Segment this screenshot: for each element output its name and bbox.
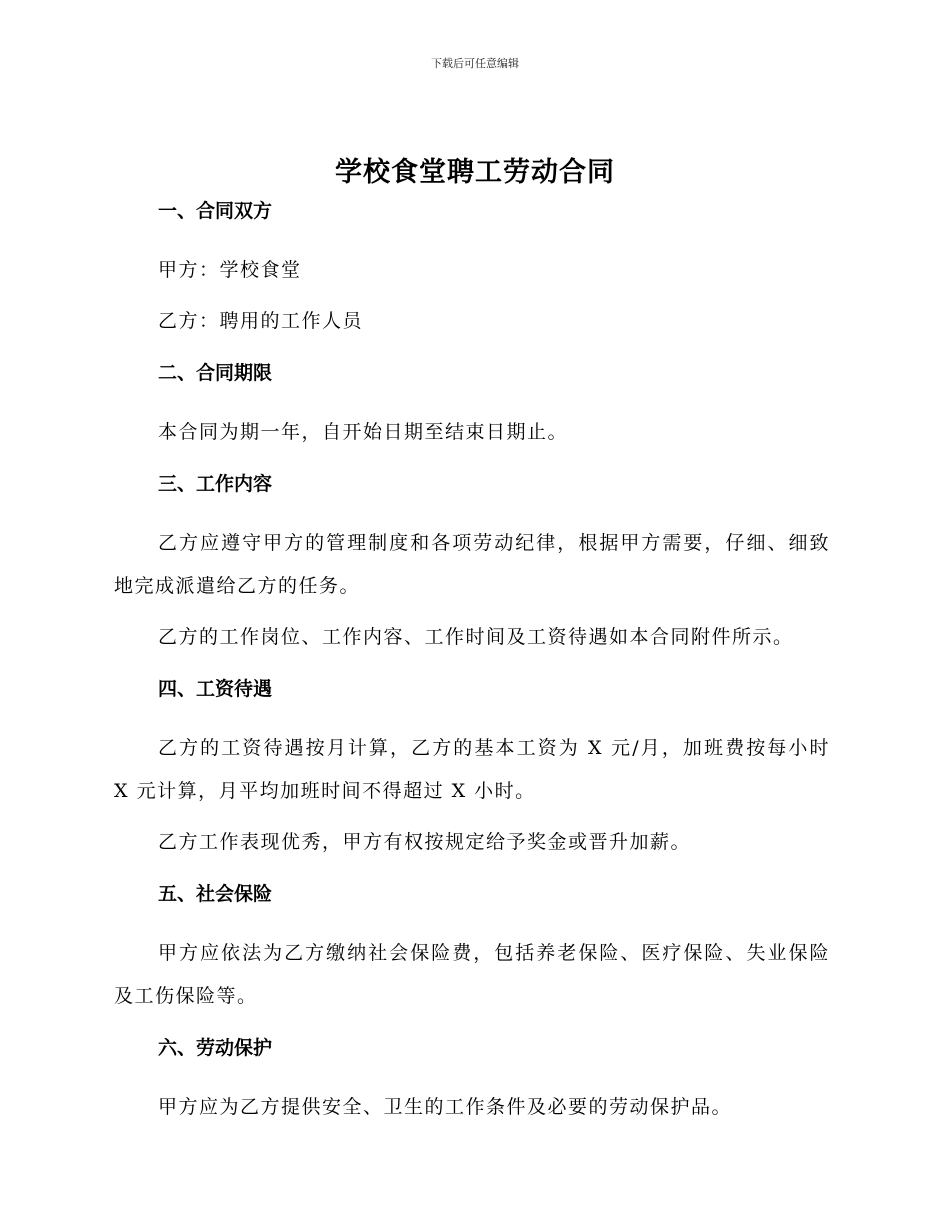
section-heading: 一、合同双方 xyxy=(158,200,273,222)
section-term xyxy=(114,359,830,454)
section-work-content xyxy=(114,470,830,659)
paragraph: 乙方应遵守甲方的管理制度和各项劳动纪律，根据甲方需要，仔细、细致地完成派遣给乙方的任务。 xyxy=(114,532,830,597)
section-salary xyxy=(114,675,830,864)
header-note: 下载后可任意编辑 xyxy=(431,57,519,70)
paragraph: 乙方的工资待遇按月计算，乙方的基本工资为 X 元/月，加班费按每小时 X 元计算，月平均加班时间不得超过 X 小时。 xyxy=(114,737,830,802)
paragraph: 乙方的工作岗位、工作内容、工作时间及工资待遇如本合同附件所示。 xyxy=(158,626,794,648)
document-body xyxy=(114,197,830,1137)
paragraph: 本合同为期一年，自开始日期至结束日期止。 xyxy=(158,421,569,443)
document-title: 学校食堂聘工劳动合同 xyxy=(335,157,615,188)
paragraph: 乙方工作表现优秀，甲方有权按规定给予奖金或晋升加薪。 xyxy=(158,831,692,853)
paragraph: 甲方：学校食堂 xyxy=(158,259,302,281)
paragraph: 乙方：聘用的工作人员 xyxy=(158,310,364,332)
section-heading: 三、工作内容 xyxy=(158,473,273,495)
paragraph: 甲方应依法为乙方缴纳社会保险费，包括养老保险、医疗保险、失业保险及工伤保险等。 xyxy=(114,942,830,1007)
section-heading: 六、劳动保护 xyxy=(158,1037,273,1059)
section-parties xyxy=(114,197,830,343)
section-social-insurance xyxy=(114,880,830,1018)
section-heading: 二、合同期限 xyxy=(158,362,273,384)
paragraph: 甲方应为乙方提供安全、卫生的工作条件及必要的劳动保护品。 xyxy=(158,1096,733,1118)
section-heading: 五、社会保险 xyxy=(158,883,273,905)
section-labor-protection xyxy=(114,1034,830,1129)
section-heading: 四、工资待遇 xyxy=(158,678,273,700)
